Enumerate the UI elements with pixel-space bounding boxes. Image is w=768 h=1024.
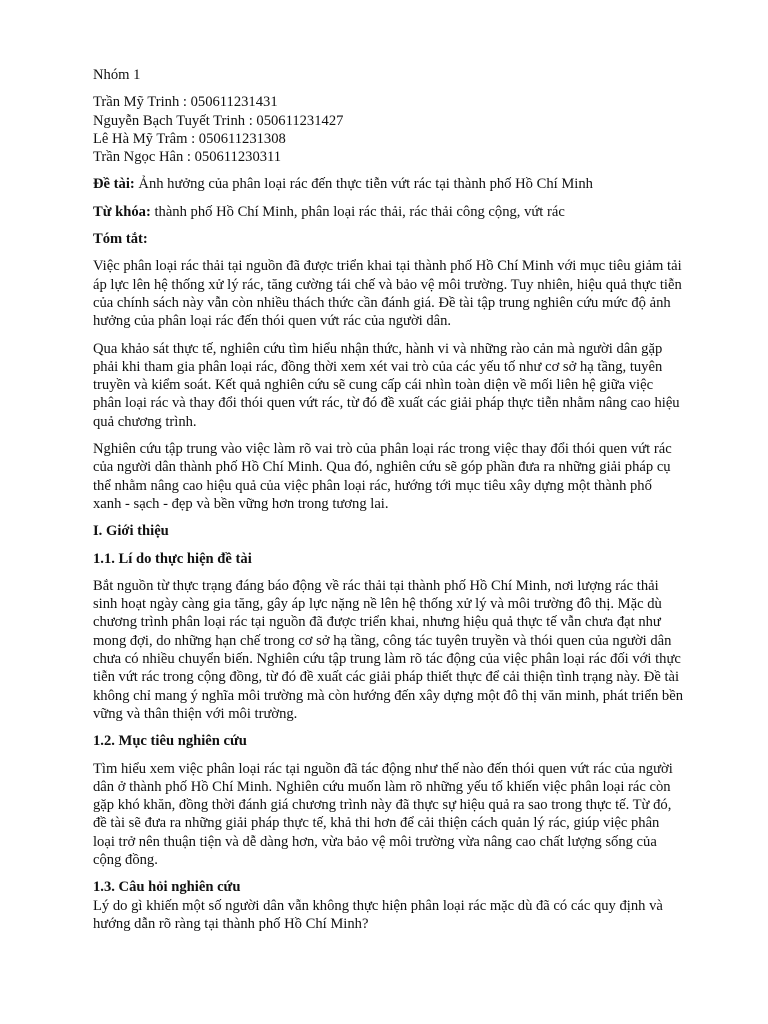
member-line: Trần Mỹ Trinh : 050611231431 [93,94,278,111]
abstract-paragraph: Việc phân loại rác thải tại nguồn đã được triển khai tại thành phố Hồ Chí Minh với mục tiêu giảm tải áp lực lên hệ thống xử lý rác, tăng cường tái chế và bảo vệ môi trường. Tuy nhiên, hiệu quả thực tiễn của chính sách này vẫn còn nhiều thách thức cần đánh giá. Đề tài tập trung nghiên cứu mức độ ảnh hưởng của phân loại rác đến thói quen vứt rác của người dân. [93,258,682,330]
topic-label: Đề tài: [93,176,135,193]
subsection-heading-reason: 1.1. Lí do thực hiện đề tài [93,550,252,567]
member-line: Lê Hà Mỹ Trâm : 050611231308 [93,130,286,147]
member-line: Trần Ngọc Hân : 050611230311 [93,149,282,166]
keywords-text: thành phố Hồ Chí Minh, phân loại rác thải, rác thải công cộng, vứt rác [150,203,565,220]
subsection-paragraph-research-question: Lý do gì khiến một số người dân vẫn không thực hiện phân loại rác mặc dù đã có các quy định và hướng dẫn rõ ràng tại thành phố Hồ Chí Minh? [93,897,663,932]
subsection-paragraph-reason: Bắt nguồn từ thực trạng đáng báo động về rác thải tại thành phố Hồ Chí Minh, nơi lượng rác thải sinh hoạt ngày càng gia tăng, gây áp lực nặng nề lên hệ thống xử lý và môi trường đô thị. Mặc dù chương trình phân loại rác tại nguồn đã được triển khai, nhưng hiệu quả thực tế vẫn chưa đạt như mong đợi, do những hạn chế trong cơ sở hạ tầng, công tác tuyên truyền và thói quen của người dân chưa có nhiều chuyển biến. Nghiên cứu tập trung làm rõ tác động của việc phân loại rác đối với thực tiễn vứt rác trong cộng đồng, từ đó đề xuất các giải pháp thiết thực để cải thiện tình trạng này. Đề tài không chỉ mang ý nghĩa môi trường mà còn hướng đến xây dựng một đô thị văn minh, phát triển bền vững và thân thiện với môi trường. [93,577,683,722]
group-name: Nhóm 1 [93,67,141,83]
keywords-label: Từ khóa: [93,203,151,220]
topic-text: Ảnh hưởng của phân loại rác đến thực tiễn vứt rác tại thành phố Hồ Chí Minh [134,176,593,193]
abstract-paragraph: Qua khảo sát thực tế, nghiên cứu tìm hiểu nhận thức, hành vi và những rào cản mà người dân gặp phải khi tham gia phân loại rác, đồng thời xem xét vai trò của các yếu tố như cơ sở hạ tầng, tuyên truyền và kiểm soát. Kết quả nghiên cứu sẽ cung cấp cái nhìn toàn diện về mối liên hệ giữa việc phân loại rác và thay đổi thói quen vứt rác, từ đó đề xuất các giải pháp thực tiễn nhằm nâng cao hiệu quả chương trình. [93,340,680,430]
subsection-paragraph-objectives: Tìm hiểu xem việc phân loại rác tại nguồn đã tác động như thế nào đến thói quen vứt rác của người dân ở thành phố Hồ Chí Minh. Nghiên cứu muốn làm rõ những yếu tố khiến việc phân loại rác còn gặp khó khăn, đồng thời đánh giá chương trình này đã thực sự hiệu quả ra sao trong thực tế. Từ đó, đề tài sẽ đưa ra những giải pháp thực tế, khả thi hơn để cải thiện cách quản lý rác, giúp việc phân loại trở nên thuận tiện và dễ dàng hơn, vừa bảo vệ môi trường vừa nâng cao chất lượng sống của cộng đồng. [93,760,673,868]
abstract-paragraph: Nghiên cứu tập trung vào việc làm rõ vai trò của phân loại rác trong việc thay đổi thói quen vứt rác của người dân thành phố Hồ Chí Minh. Qua đó, nghiên cứu sẽ góp phần đưa ra những giải pháp cụ thể nhằm nâng cao hiệu quả của việc phân loại rác, hướng tới mục tiêu xây dựng một thành phố xanh - sạch - đẹp và bền vững hơn trong tương lai. [93,441,672,512]
subsection-heading-objectives: 1.2. Mục tiêu nghiên cứu [93,733,247,750]
member-list [93,93,683,166]
member-line: Nguyễn Bạch Tuyết Trinh : 050611231427 [93,112,344,129]
subsection-heading-research-question: 1.3. Câu hỏi nghiên cứu [93,879,241,896]
section-heading-introduction: I. Giới thiệu [93,523,169,540]
document-page [93,66,683,942]
abstract-heading: Tóm tắt: [93,231,148,248]
topic-line [93,175,683,193]
keywords-line [93,203,683,221]
